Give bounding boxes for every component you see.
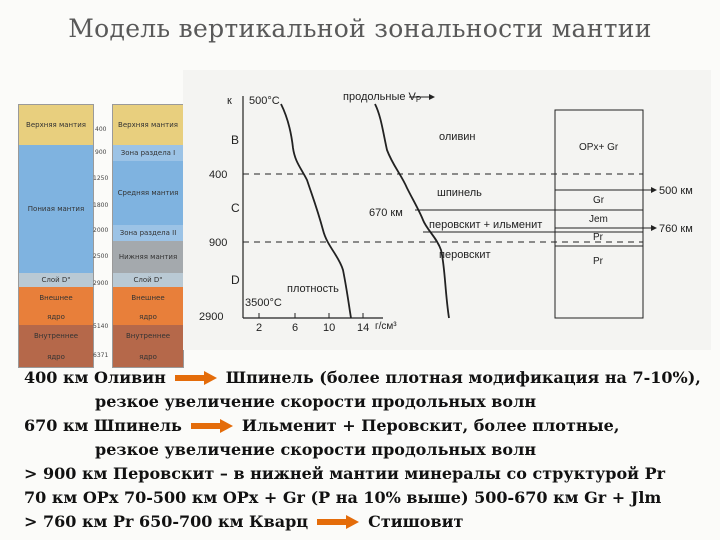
text-line: 70 км OPx 70-500 км OPx + Gr (P на 10% выше) 500-670 км Gr + Jlm	[24, 488, 662, 507]
layer-d: Слой D"	[19, 273, 93, 287]
text-line: резкое увеличение скорости продольных волн	[95, 440, 537, 459]
layer-upper-mantle: Верхняя мантия	[19, 105, 93, 145]
y-tick-label: 400	[209, 169, 228, 181]
layer-letter: B	[231, 133, 240, 147]
text-segment: 400 км Оливин	[24, 368, 166, 387]
x-tick-label: 2	[256, 322, 263, 334]
depth-label: 2900	[93, 280, 109, 287]
layer-column-right	[112, 104, 184, 368]
depth-label: 1250	[93, 175, 109, 182]
depth-label: 6371	[93, 352, 109, 359]
text-segment: > 760 км Pr 650-700 км Кварц	[24, 512, 309, 531]
layer-boundary-2: Зона раздела II	[113, 225, 183, 241]
slide-title: Модель вертикальной зональности мантии	[68, 14, 652, 43]
phase-label: Gr	[593, 195, 605, 206]
y-tick-label: 900	[209, 237, 228, 249]
layer-inner-core-2: ядро	[19, 347, 93, 367]
depth-label: 2500	[93, 253, 109, 260]
layer-letter: D	[231, 273, 240, 287]
y-tick-label: 2900	[199, 311, 224, 323]
depth-label: 1800	[93, 202, 109, 209]
layer-lower-mantle: Нижняя мантия	[113, 241, 183, 273]
x-tick-label: 10	[323, 322, 336, 334]
layer-outer-core-2: ядро	[19, 309, 93, 325]
text-line: резкое увеличение скорости продольных волн	[95, 392, 537, 411]
temp-bottom-label: 3500°C	[245, 297, 282, 309]
layer-outer-core-2: ядро	[113, 309, 183, 325]
velocity-density-diagram	[183, 70, 711, 350]
depth-670-label: 670 км	[369, 207, 403, 219]
vp-label: продольные VP	[343, 91, 422, 104]
layer-inner-core: Внутреннее	[19, 325, 93, 347]
arrow-right-icon	[190, 418, 234, 434]
layer-upper-mantle: Верхняя мантия	[113, 105, 183, 145]
mineral-label: оливин	[439, 131, 476, 143]
mineral-label: перовскит + ильменит	[429, 219, 543, 231]
depth-label: 2000	[93, 227, 109, 234]
text-line	[24, 366, 714, 390]
text-segment: 670 км Шпинель	[24, 416, 182, 435]
right-depth-label: 760 км	[659, 223, 693, 235]
layer-boundary-1: Зона раздела I	[113, 145, 183, 161]
layer-outer-core: Внешнее	[113, 287, 183, 309]
phase-label: Pr	[593, 232, 603, 243]
text-line: > 900 км Перовскит – в нижней мантии минералы со структурой Pr	[24, 464, 666, 483]
temp-top-label: 500°C	[249, 95, 280, 107]
phase-label: Jem	[589, 214, 608, 225]
layer-column-left	[18, 104, 94, 368]
right-depth-label: 500 км	[659, 185, 693, 197]
phase-label: OPx+ Gr	[579, 142, 619, 153]
mineral-label: перовскит	[439, 249, 491, 261]
layer-lower-mantle: Пониая мантия	[19, 145, 93, 273]
density-label: плотность	[287, 283, 339, 295]
x-tick-label: 6	[292, 322, 299, 334]
mineral-label: шпинель	[437, 187, 482, 199]
text-segment: Стишовит	[368, 512, 464, 531]
phase-label: Pr	[593, 256, 603, 267]
text-segment: Шпинель (более плотная модификация на 7-10%),	[225, 368, 701, 387]
layer-middle-mantle: Средняя мантия	[113, 161, 183, 225]
x-unit-label: г/см³	[375, 321, 397, 332]
layer-letter: к	[227, 95, 232, 107]
depth-label: 400	[95, 126, 107, 133]
text-line	[24, 510, 714, 534]
text-segment: Ильменит + Перовскит, более плотные,	[241, 416, 620, 435]
layer-outer-core: Внешнее	[19, 287, 93, 309]
explanation-text	[24, 366, 714, 534]
arrow-right-icon	[174, 370, 218, 386]
text-line	[24, 414, 714, 438]
depth-label: 900	[95, 149, 107, 156]
layer-inner-core: Внутреннее	[113, 325, 183, 347]
layer-inner-core-2: ядро	[113, 347, 183, 367]
arrow-right-icon	[316, 514, 360, 530]
depth-label: 5140	[93, 323, 109, 330]
layer-d: Слой D"	[113, 273, 183, 287]
layer-letter: C	[231, 201, 240, 215]
x-tick-label: 14	[357, 322, 370, 334]
